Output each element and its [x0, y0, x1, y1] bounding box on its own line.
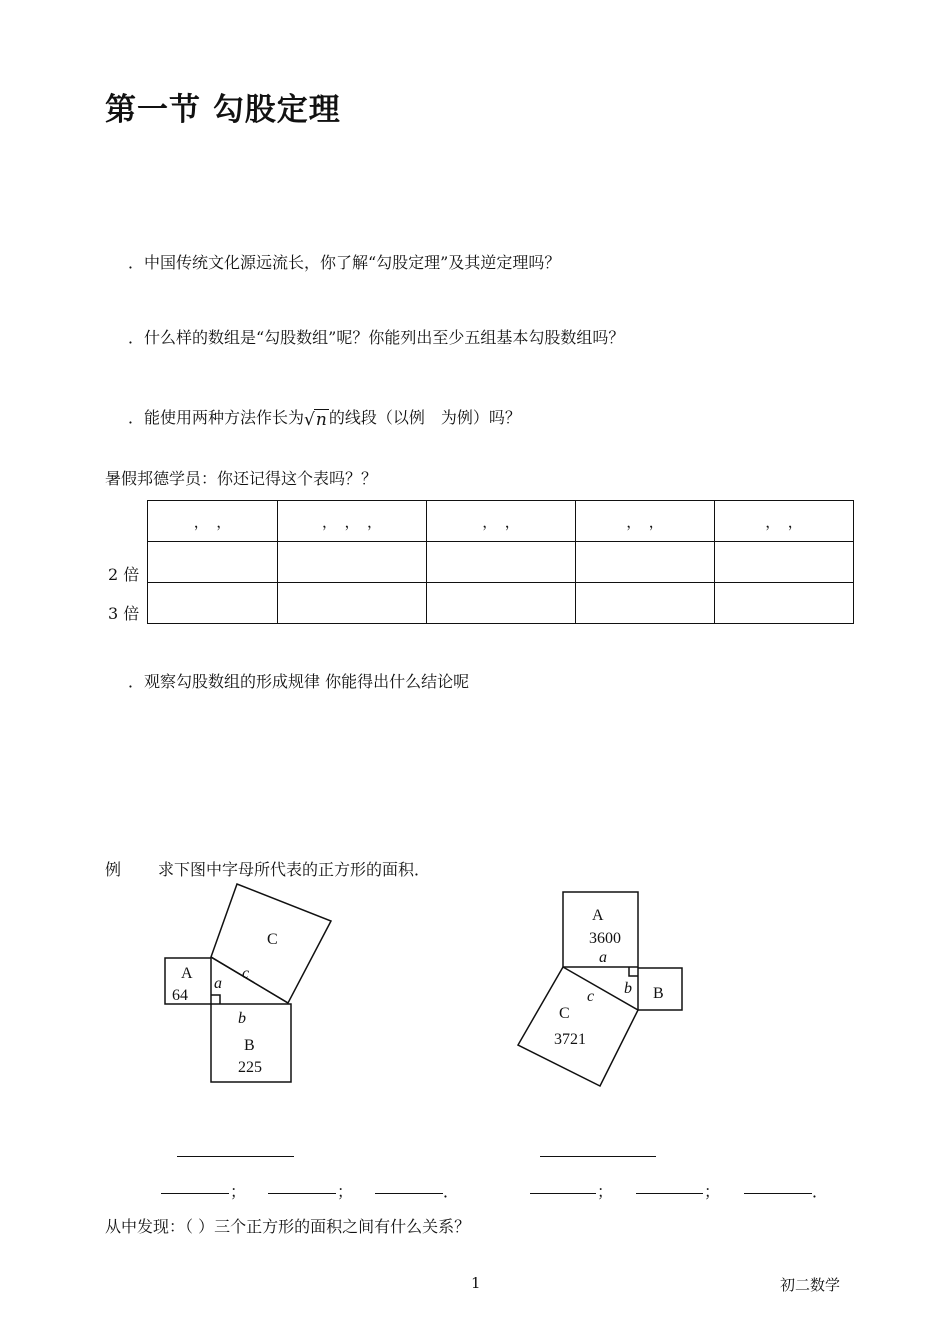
fig2-right-angle: [629, 967, 638, 976]
answer-punct: ；: [230, 1182, 247, 1201]
fig1-hypotenuse: [211, 957, 288, 1003]
discover-question: 从中发现：（ ）三个正方形的面积之间有什么关系？: [105, 1217, 471, 1236]
fig2-label-a-square: A: [592, 907, 604, 924]
row-label-2x: 2 倍: [108, 565, 140, 584]
answer-punct: ．: [812, 1182, 829, 1201]
fig1-right-angle: [211, 995, 220, 1004]
page-title: 第一节 勾股定理: [105, 92, 341, 128]
fig1-label-c: c: [242, 965, 250, 982]
example-label: 例: [105, 860, 122, 879]
table-cell: ， ，: [427, 501, 576, 542]
fig1-value-b: 225: [238, 1059, 262, 1076]
fig1-value-a: 64: [172, 987, 188, 1004]
sqrt-expression: √n: [304, 410, 327, 430]
table-cell: ， ，: [576, 501, 715, 542]
fig1-label-c-square: C: [267, 931, 278, 948]
fig2-value-c: 3721: [554, 1031, 586, 1048]
answer-blank[interactable]: [375, 1193, 443, 1194]
question-3-text-a: ．能使用两种方法作长为: [128, 408, 305, 427]
table-cell: ， ，: [148, 501, 278, 542]
question-4: ．观察勾股数组的形成规律 你能得出什么结论呢: [128, 672, 470, 691]
figure-2-labels: [554, 907, 664, 1048]
question-2: ．什么样的数组是“勾股数组”呢？你能列出至少五组基本勾股数组吗？: [128, 328, 625, 347]
answer-punct: ．: [443, 1182, 460, 1201]
table-intro: 暑假邦德学员：你还记得这个表吗？？: [105, 469, 378, 488]
fig2-square-c: [518, 967, 638, 1086]
page-number: 1: [471, 1274, 481, 1292]
row-label-3x: 3 倍: [108, 604, 140, 623]
footer-subject: 初二数学: [780, 1276, 841, 1294]
fig2-label-b-square: B: [653, 985, 664, 1002]
answer-punct: ；: [597, 1182, 614, 1201]
answer-blank[interactable]: [530, 1193, 596, 1194]
example-prompt: 求下图中字母所代表的正方形的面积．: [158, 860, 431, 879]
answer-blank[interactable]: [161, 1193, 229, 1194]
fig2-label-a: a: [599, 949, 607, 966]
answer-blank[interactable]: [636, 1193, 703, 1194]
fig2-label-c-square: C: [559, 1005, 570, 1022]
fig1-label-a-square: A: [181, 965, 193, 982]
answer-blank[interactable]: [744, 1193, 812, 1194]
answer-blank-fig1-title[interactable]: [177, 1156, 294, 1157]
question-3-text-b: 的线段（以例 为例）吗？: [328, 408, 521, 427]
fig1-label-b-square: B: [244, 1037, 255, 1054]
answer-blank[interactable]: [268, 1193, 336, 1194]
sqrt-radicand: n: [315, 410, 327, 430]
table-cell: ， ，: [715, 501, 854, 542]
fig2-label-b: b: [624, 980, 632, 997]
fig2-value-a: 3600: [589, 930, 621, 947]
fig1-label-b: b: [238, 1010, 246, 1027]
answer-punct: ；: [704, 1182, 721, 1201]
fig2-label-c: c: [587, 988, 595, 1005]
question-1: ．中国传统文化源远流长，你了解“勾股定理”及其逆定理吗？: [128, 253, 561, 272]
answer-punct: ；: [337, 1182, 354, 1201]
answer-blank-fig2-title[interactable]: [540, 1156, 656, 1157]
fig1-label-a: a: [214, 975, 222, 992]
table-cell: ， ， ，: [278, 501, 427, 542]
